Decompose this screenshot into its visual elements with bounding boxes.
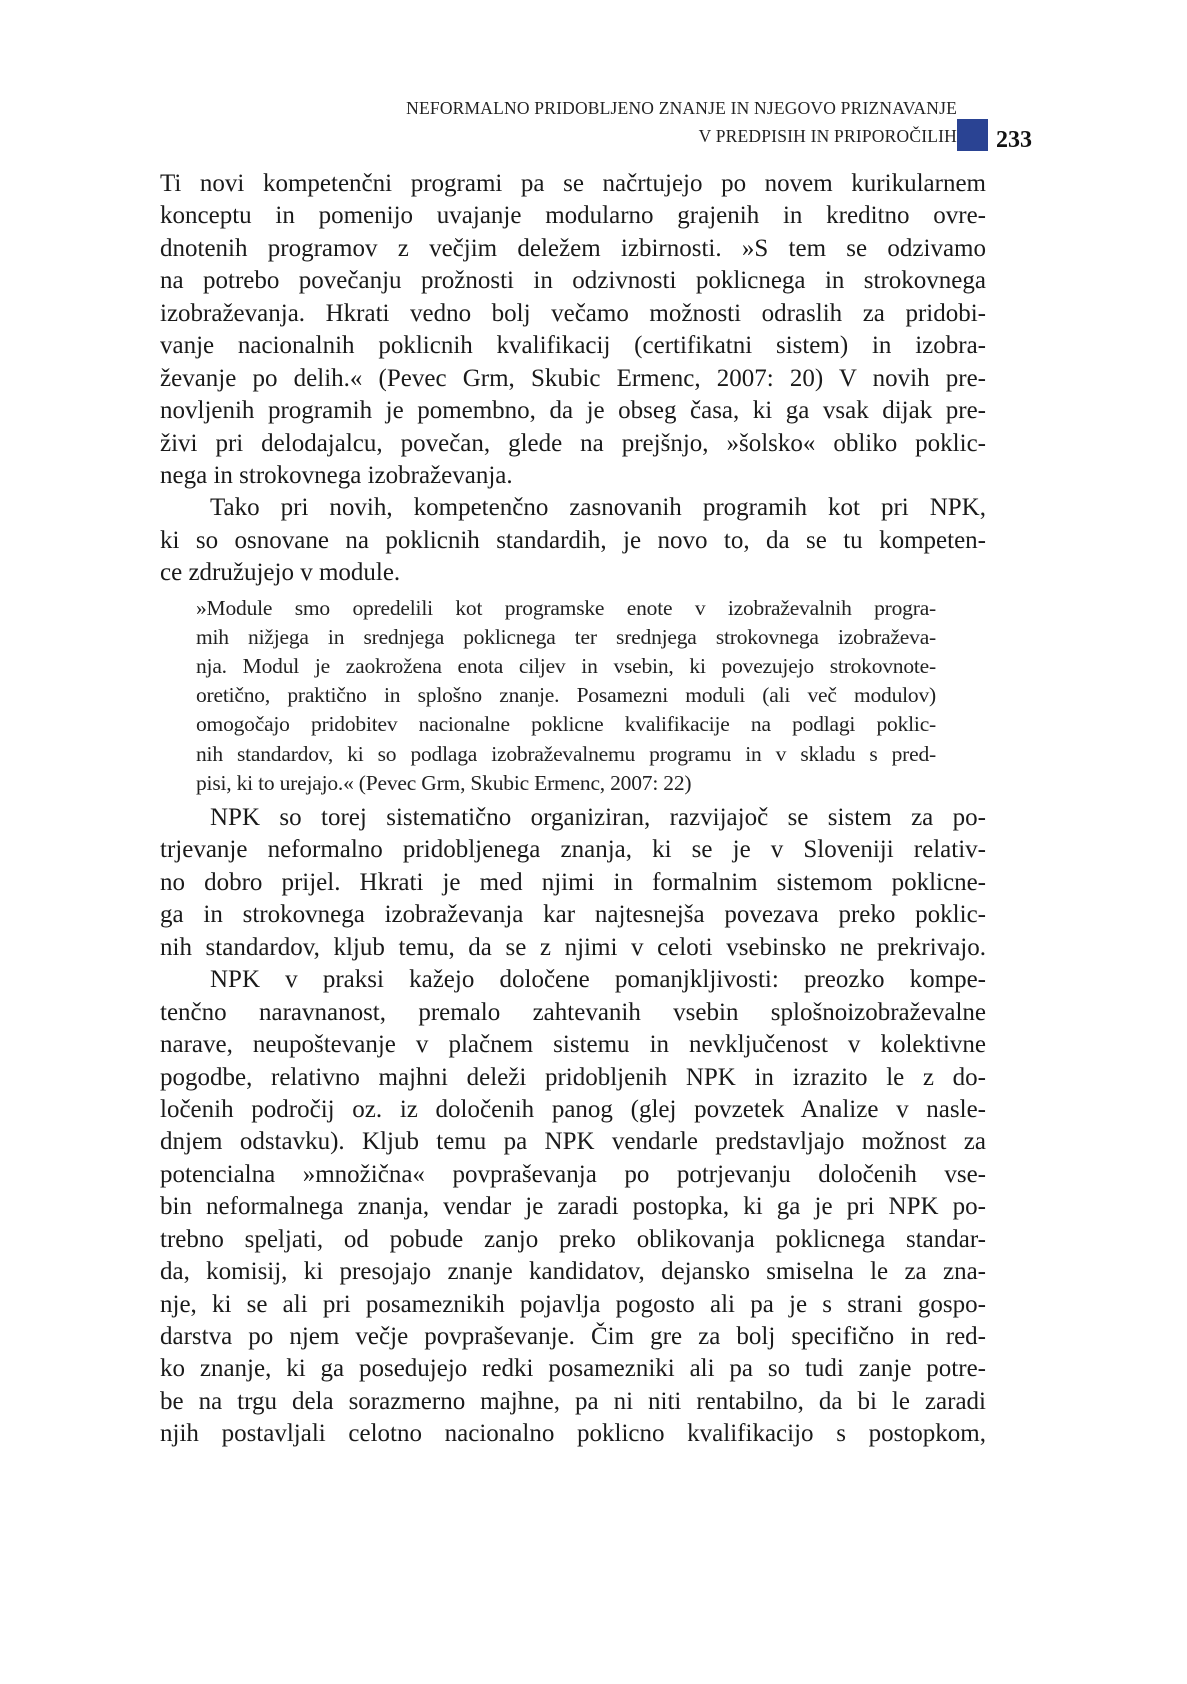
text-line: njih postavljali celotno nacionalno poklicno kvalifikacijo s postopkom,: [160, 1420, 986, 1448]
text-line: pogodbe, relativno majhni deleži pridobljenih NPK in izrazito le z do-: [160, 1063, 986, 1091]
text-line: NPK v praksi kažejo določene pomanjkljivosti: preozko kompe-: [210, 966, 986, 994]
text-line: trjevanje neformalno pridobljenega znanja, ki se je v Sloveniji relativ-: [160, 836, 986, 864]
text-line: no dobro prijel. Hkrati je med njimi in formalnim sistemom poklicne-: [160, 868, 986, 896]
quote-line: pisi, ki to urejajo.« (Pevec Grm, Skubic Ermenc, 2007: 22): [196, 770, 692, 795]
text-line: narave, neupoštevanje v plačnem sistemu in nevključenost v kolektivne: [160, 1031, 986, 1059]
text-line: novljenih programih je pomembno, da je obseg časa, ki ga vsak dijak pre-: [160, 397, 986, 425]
text-line: nje, ki se ali pri posameznikih pojavlja pogosto ali pa je s strani gospo-: [160, 1290, 986, 1318]
running-title-line-1: NEFORMALNO PRIDOBLJENO ZNANJE IN NJEGOVO PRIZNAVANJE: [406, 98, 957, 118]
text-line: ce združujejo v module.: [160, 559, 401, 587]
quote-line: omogočajo pridobitev nacionalne poklicne kvalifikacije na podlagi poklic-: [196, 712, 936, 737]
text-line: bin neformalnega znanja, vendar je zaradi postopka, ki ga je pri NPK po-: [160, 1193, 986, 1221]
text-line: ga in strokovnega izobraževanja kar najtesnejša povezava preko poklic-: [160, 901, 986, 929]
text-line: darstva po njem večje povpraševanje. Čim gre za bolj specifično in red-: [160, 1323, 986, 1350]
text-line: ločenih področij oz. iz določenih panog (glej povzetek Analize v nasle-: [160, 1095, 986, 1123]
text-line: NPK so torej sistematično organiziran, razvijajoč se sistem za po-: [210, 804, 986, 831]
text-line: konceptu in pomenijo uvajanje modularno grajenih in kreditno ovre-: [160, 202, 986, 230]
text-line: Ti novi kompetenčni programi pa se načrtujejo po novem kurikularnem: [160, 170, 986, 197]
text-line: tenčno naravnanost, premalo zahtevanih vsebin splošnoizobraževalne: [160, 998, 986, 1026]
text-line: ki so osnovane na poklicnih standardih, je novo to, da se tu kompeten-: [160, 526, 986, 554]
quote-line: »Module smo opredelili kot programske enote v izobraževalnih progra-: [196, 595, 936, 620]
text-line: ževanje po delih.« (Pevec Grm, Skubic Ermenc, 2007: 20) V novih pre-: [160, 364, 986, 392]
section-marker-square: [957, 119, 988, 151]
text-line: ko znanje, ki ga posedujejo redki posamezniki ali pa so tudi zanje potre-: [160, 1355, 986, 1383]
page-number: 233: [996, 127, 1032, 153]
text-line: trebno speljati, od pobude zanjo preko oblikovanja poklicnega standar-: [160, 1225, 986, 1253]
text-line: nih standardov, kljub temu, da se z njimi v celoti vsebinsko ne prekrivajo.: [160, 933, 986, 961]
text-line: be na trgu dela sorazmerno majhne, pa ni niti rentabilno, da bi le zaradi: [160, 1387, 986, 1415]
text-line: Tako pri novih, kompetenčno zasnovanih programih kot pri NPK,: [210, 494, 986, 522]
text-line: na potrebo povečanju prožnosti in odzivnosti poklicnega in strokovnega: [160, 267, 986, 295]
quote-line: nih standardov, ki so podlaga izobraževalnemu programu in v skladu s pred-: [196, 741, 936, 766]
paragraph-4: [160, 964, 986, 1451]
quote-line: nja. Modul je zaokrožena enota ciljev in vsebin, ki povezujejo strokovnote-: [196, 654, 936, 679]
paragraph-1: [160, 168, 986, 492]
body-text: [160, 168, 986, 1451]
text-line: da, komisij, ki presojajo znanje kandidatov, dejansko smiselna le za zna-: [160, 1258, 986, 1286]
paragraph-2: [160, 492, 986, 589]
block-quote: [196, 594, 936, 798]
text-line: nega in strokovnega izobraževanja.: [160, 461, 513, 489]
text-line: vanje nacionalnih poklicnih kvalifikacij (certifikatni sistem) in izobra-: [160, 332, 986, 360]
text-line: potencialna »množična« povpraševanja po potrjevanju določenih vse-: [160, 1160, 986, 1188]
text-line: dnjem odstavku). Kljub temu pa NPK vendarle predstavljajo možnost za: [160, 1128, 986, 1156]
quote-line: oretično, praktično in splošno znanje. Posamezni moduli (ali več modulov): [196, 683, 936, 708]
paragraph-3: [160, 802, 986, 964]
quote-line: mih nižjega in srednjega poklicnega ter srednjega strokovnega izobraževa-: [196, 624, 936, 649]
text-line: živi pri delodajalcu, povečan, glede na prejšnjo, »šolsko« obliko poklic-: [160, 429, 986, 457]
running-title-line-2: V PREDPISIH IN PRIPOROČILIH: [698, 126, 957, 146]
running-head: [406, 94, 957, 150]
text-line: dnotenih programov z večjim deležem izbirnosti. »S tem se odzivamo: [160, 234, 986, 262]
text-line: izobraževanja. Hkrati vedno bolj večamo možnosti odraslih za pridobi-: [160, 299, 986, 327]
